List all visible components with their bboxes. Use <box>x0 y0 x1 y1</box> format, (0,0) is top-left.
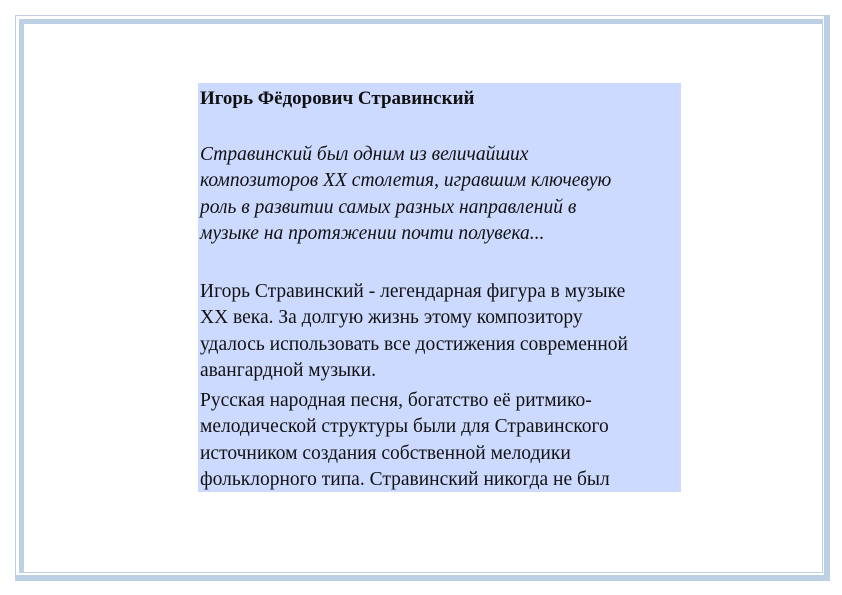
paragraph-line: фольклорного типа. Стравинский никогда не был <box>200 469 610 490</box>
body-paragraph-2 <box>200 388 681 493</box>
quote-line: роль в развитии самых разных направлений в <box>200 196 577 218</box>
paragraph-line: авангардной музыки. <box>200 360 376 381</box>
paragraph-line: Игорь Стравинский - легендарная фигура в музыке <box>200 280 626 302</box>
slide-title: Игорь Фёдорович Стравинский <box>200 88 475 109</box>
paragraph-line: XX века. За долгую жизнь этому композитору <box>200 307 583 328</box>
text-box <box>198 83 681 492</box>
quote-line: музыке на протяжении почти полувека... <box>200 223 545 244</box>
paragraph-line: удалось использовать все достижения современной <box>200 333 628 355</box>
quote-line: Стравинский был одним из величайших <box>200 143 529 165</box>
quote-line: композиторов XX столетия, игравшим ключевую <box>200 170 612 191</box>
paragraph-line: источником создания собственной мелодики <box>200 442 571 464</box>
paragraph-line: мелодической структуры были для Стравинского <box>200 416 609 437</box>
paragraph-line: Русская народная песня, богатство её ритмико- <box>200 389 592 411</box>
quote-paragraph <box>200 142 681 248</box>
body-paragraph-1 <box>200 279 681 385</box>
